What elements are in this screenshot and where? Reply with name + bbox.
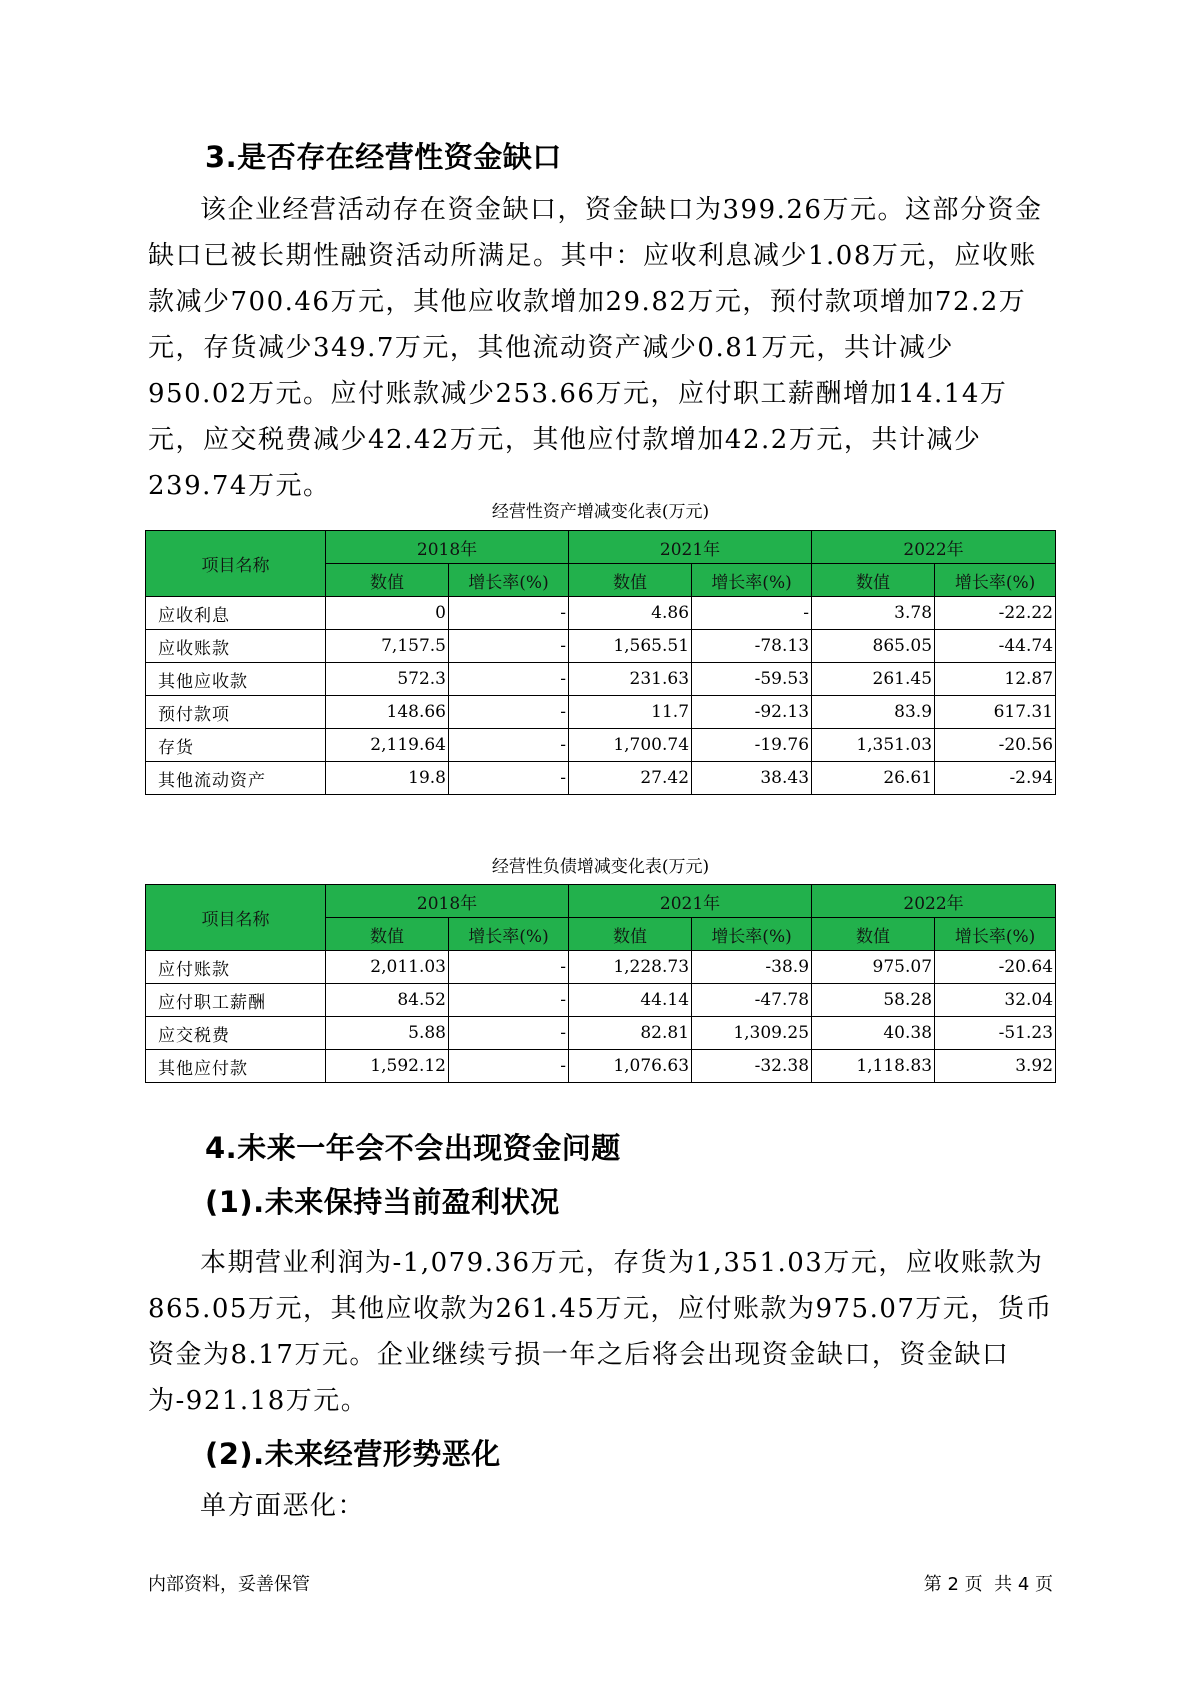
table-row	[146, 696, 1056, 729]
footer-page-number: 第 2 页 共 4 页	[923, 1574, 1053, 1595]
subsection-2-heading: (2).未来经营形势恶化	[205, 1437, 501, 1471]
row-name: 其他应收款	[146, 663, 326, 696]
cell: -51.23	[935, 1017, 1056, 1050]
header-item-name: 项目名称	[146, 885, 326, 951]
cell: 261.45	[812, 663, 935, 696]
cell: -	[449, 951, 569, 984]
header-growth-rate: 增长率(%)	[692, 564, 812, 597]
header-year: 2022年	[812, 885, 1056, 918]
header-value: 数值	[569, 918, 692, 951]
row-name: 预付款项	[146, 696, 326, 729]
cell: 572.3	[326, 663, 449, 696]
row-name: 存货	[146, 729, 326, 762]
cell: 1,309.25	[692, 1017, 812, 1050]
row-name: 其他应付款	[146, 1050, 326, 1083]
header-growth-rate: 增长率(%)	[692, 918, 812, 951]
header-value: 数值	[326, 918, 449, 951]
cell: -92.13	[692, 696, 812, 729]
table-row	[146, 1017, 1056, 1050]
section-4-heading: 4.未来一年会不会出现资金问题	[205, 1131, 621, 1165]
subsection-2-paragraph: 单方面恶化：	[200, 1491, 366, 1521]
header-value: 数值	[812, 564, 935, 597]
row-name: 应收账款	[146, 630, 326, 663]
liability-change-table	[145, 884, 1056, 1083]
cell: 58.28	[812, 984, 935, 1017]
table-row	[146, 597, 1056, 630]
cell: 865.05	[812, 630, 935, 663]
cell: -	[449, 1050, 569, 1083]
cell: -47.78	[692, 984, 812, 1017]
cell: 12.87	[935, 663, 1056, 696]
cell: 975.07	[812, 951, 935, 984]
cell: -59.53	[692, 663, 812, 696]
cell: -20.64	[935, 951, 1056, 984]
cell: 1,076.63	[569, 1050, 692, 1083]
subsection-1-paragraph: 本期营业利润为-1,079.36万元，存货为1,351.03万元，应收账款为865.05万元，其他应收款为261.45万元，应付账款为975.07万元，货币资金为8.17万元。企业继续亏损一年之后将会出现资金缺口，资金缺口为-921.18万元。	[148, 1248, 1053, 1416]
section-3-heading: 3.是否存在经营性资金缺口	[205, 140, 562, 174]
cell: 1,228.73	[569, 951, 692, 984]
cell: -	[449, 729, 569, 762]
cell: 7,157.5	[326, 630, 449, 663]
cell: 27.42	[569, 762, 692, 795]
header-year: 2022年	[812, 531, 1056, 564]
cell: 44.14	[569, 984, 692, 1017]
row-name: 应收利息	[146, 597, 326, 630]
header-year: 2021年	[569, 531, 812, 564]
cell: 84.52	[326, 984, 449, 1017]
cell: -20.56	[935, 729, 1056, 762]
cell: 617.31	[935, 696, 1056, 729]
cell: -	[449, 630, 569, 663]
asset-table-caption: 经营性资产增减变化表(万元)	[491, 502, 710, 522]
table-row	[146, 663, 1056, 696]
header-growth-rate: 增长率(%)	[449, 564, 569, 597]
cell: 40.38	[812, 1017, 935, 1050]
cell: 19.8	[326, 762, 449, 795]
cell: 38.43	[692, 762, 812, 795]
cell: -	[449, 1017, 569, 1050]
cell: -	[449, 663, 569, 696]
table-row	[146, 630, 1056, 663]
table-row	[146, 762, 1056, 795]
cell: -78.13	[692, 630, 812, 663]
cell: -2.94	[935, 762, 1056, 795]
cell: -	[692, 597, 812, 630]
header-value: 数值	[569, 564, 692, 597]
cell: -	[449, 984, 569, 1017]
cell: 5.88	[326, 1017, 449, 1050]
cell: 2,119.64	[326, 729, 449, 762]
header-value: 数值	[812, 918, 935, 951]
liability-table-caption: 经营性负债增减变化表(万元)	[491, 857, 710, 877]
row-name: 应付账款	[146, 951, 326, 984]
cell: 32.04	[935, 984, 1056, 1017]
cell: 26.61	[812, 762, 935, 795]
header-value: 数值	[326, 564, 449, 597]
cell: -	[449, 762, 569, 795]
header-growth-rate: 增长率(%)	[935, 918, 1056, 951]
cell: 1,592.12	[326, 1050, 449, 1083]
cell: 231.63	[569, 663, 692, 696]
cell: 0	[326, 597, 449, 630]
cell: 1,700.74	[569, 729, 692, 762]
cell: -44.74	[935, 630, 1056, 663]
cell: 4.86	[569, 597, 692, 630]
cell: -19.76	[692, 729, 812, 762]
cell: 3.92	[935, 1050, 1056, 1083]
header-year: 2021年	[569, 885, 812, 918]
header-year: 2018年	[326, 885, 569, 918]
cell: 1,118.83	[812, 1050, 935, 1083]
cell: 148.66	[326, 696, 449, 729]
table-row	[146, 951, 1056, 984]
header-growth-rate: 增长率(%)	[935, 564, 1056, 597]
cell: 82.81	[569, 1017, 692, 1050]
cell: 1,565.51	[569, 630, 692, 663]
table-row	[146, 729, 1056, 762]
subsection-1-heading: (1).未来保持当前盈利状况	[205, 1185, 560, 1219]
footer-confidential-note: 内部资料，妥善保管	[148, 1574, 310, 1595]
cell: 83.9	[812, 696, 935, 729]
cell: -22.22	[935, 597, 1056, 630]
header-year: 2018年	[326, 531, 569, 564]
cell: -32.38	[692, 1050, 812, 1083]
section-3-paragraph: 该企业经营活动存在资金缺口，资金缺口为399.26万元。这部分资金缺口已被长期性融资活动所满足。其中：应收利息减少1.08万元，应收账款减少700.46万元，其他应收款增加29.82万元，预付款项增加72.2万元，存货减少349.7万元，其他流动资产减少0.81万元，共计减少950.02万元。应付账款减少253.66万元，应付职工薪酬增加14.14万元，应交税费减少42.42万元，其他应付款增加42.2万元，共计减少239.74万元。	[148, 195, 1043, 501]
asset-change-table	[145, 530, 1056, 795]
cell: 1,351.03	[812, 729, 935, 762]
row-name: 应交税费	[146, 1017, 326, 1050]
header-growth-rate: 增长率(%)	[449, 918, 569, 951]
cell: -	[449, 597, 569, 630]
table-row	[146, 984, 1056, 1017]
cell: 2,011.03	[326, 951, 449, 984]
cell: 3.78	[812, 597, 935, 630]
cell: 11.7	[569, 696, 692, 729]
header-item-name: 项目名称	[146, 531, 326, 597]
row-name: 应付职工薪酬	[146, 984, 326, 1017]
table-row	[146, 1050, 1056, 1083]
cell: -	[449, 696, 569, 729]
cell: -38.9	[692, 951, 812, 984]
row-name: 其他流动资产	[146, 762, 326, 795]
